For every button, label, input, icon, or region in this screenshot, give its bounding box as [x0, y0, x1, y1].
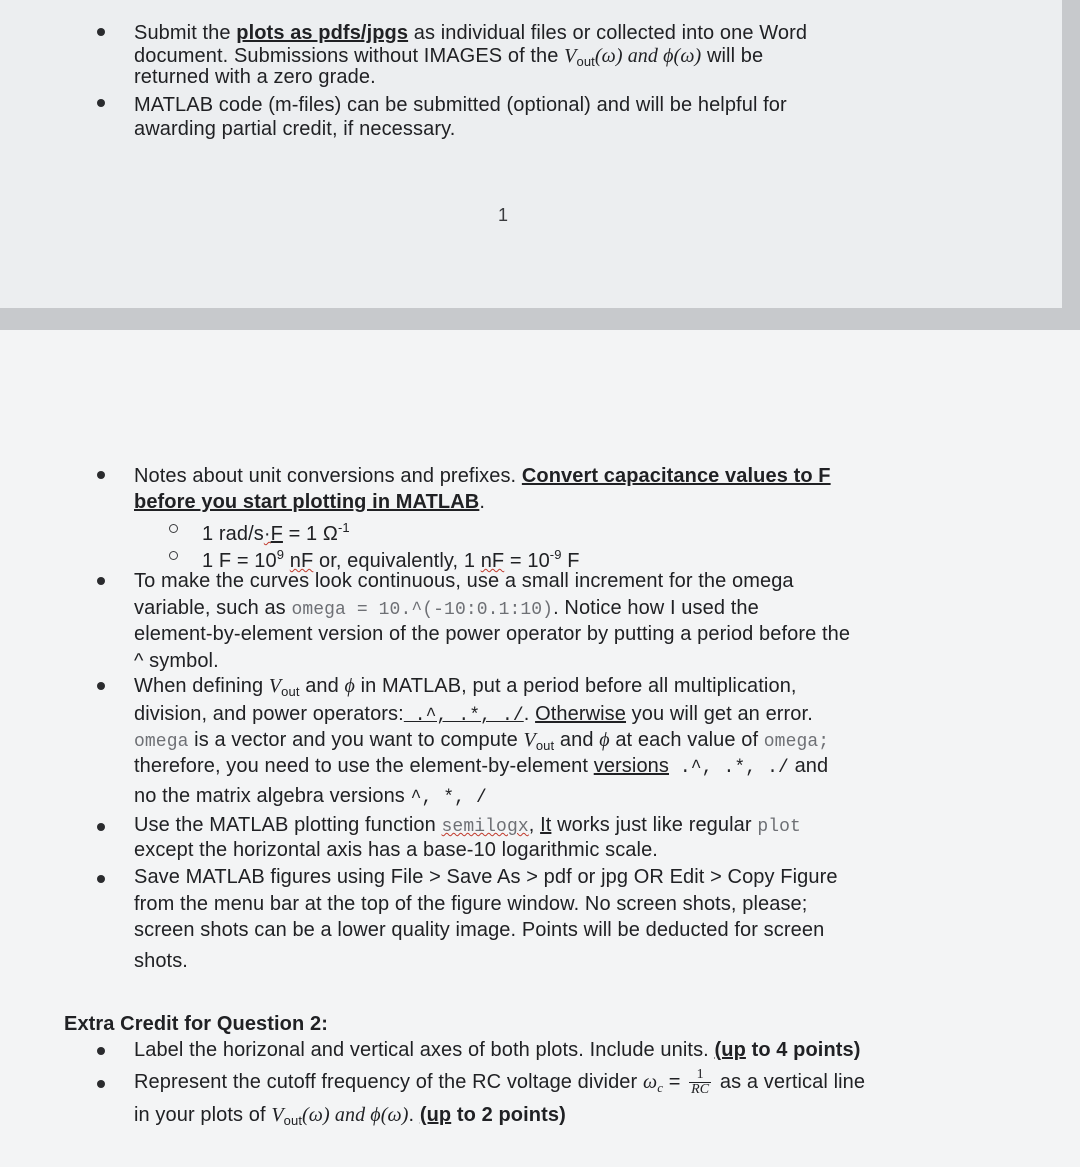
- extra-credit-item-2: [134, 1066, 865, 1104]
- bullet: [97, 28, 105, 36]
- v-subscript: out: [283, 1113, 303, 1128]
- bullet: [97, 99, 105, 107]
- notes-line-2: [134, 490, 485, 514]
- defining-line-1: [134, 674, 797, 704]
- text: (ω) and: [302, 1104, 371, 1126]
- phi-symbol: ϕ(ω): [370, 1104, 409, 1126]
- sub-bullet: [169, 551, 178, 560]
- defining-line-2: [134, 702, 813, 728]
- sub-bullet: [169, 524, 178, 533]
- text: versions: [593, 755, 669, 777]
- text: in your plots of: [134, 1104, 272, 1126]
- operators: .^, .*, ./: [669, 758, 789, 778]
- extra-credit-heading: Extra Credit for Question 2:: [64, 1013, 328, 1035]
- text: = 10: [504, 550, 550, 572]
- notes-line-1: [134, 464, 831, 488]
- text: you will get an error.: [626, 703, 813, 725]
- text: in MATLAB, put a period before all multiplication,: [354, 675, 797, 697]
- bullet: [97, 875, 105, 883]
- semilog-line-2: except the horizontal axis has a base-10 logarithmic scale.: [134, 839, 658, 861]
- text: =: [663, 1071, 687, 1093]
- points: (up: [419, 1104, 452, 1126]
- page-bottom: [0, 330, 1080, 1167]
- code-snippet: omega: [134, 732, 189, 752]
- text: nF: [289, 550, 314, 572]
- points: to 2 points): [451, 1104, 566, 1126]
- text: document. Submissions without IMAGES of the: [134, 45, 565, 67]
- page-number: 1: [498, 205, 509, 225]
- v-symbol: V: [271, 1104, 284, 1126]
- text: no the matrix algebra versions: [134, 785, 411, 807]
- text: and: [299, 675, 345, 697]
- text: as individual files or collected into one Word: [408, 22, 808, 44]
- text: therefore, you need to use the element-by-element: [134, 755, 594, 777]
- continuous-line-1: To make the curves look continuous, use a small increment for the omega: [134, 570, 794, 592]
- text: (ω) and: [594, 45, 664, 67]
- plots-link[interactable]: plots as pdfs/jpgs: [236, 22, 409, 44]
- semilog-line-1: [134, 813, 801, 839]
- phi-symbol: ϕ(ω): [663, 45, 702, 67]
- text: = 1 Ω: [282, 523, 338, 545]
- text: When defining: [134, 675, 269, 697]
- matlab-line-2: awarding partial credit, if necessary.: [134, 118, 456, 140]
- bullet: [97, 1047, 105, 1055]
- text: ,: [528, 814, 541, 836]
- exponent: -1: [337, 520, 350, 535]
- text: .: [408, 1104, 420, 1126]
- submit-line-1: [134, 21, 807, 45]
- bullet: [97, 682, 105, 690]
- text: works just like regular: [551, 814, 758, 836]
- defining-line-4: [134, 754, 828, 780]
- save-line-3: screen shots can be a lower quality image. Points will be deducted for screen: [134, 919, 825, 941]
- defining-line-5: [134, 784, 487, 810]
- code-snippet: plot: [757, 817, 801, 837]
- text: Otherwise: [535, 703, 627, 725]
- text: 1 rad/s: [202, 523, 264, 545]
- operators: .^, .*, ./: [403, 706, 524, 726]
- conversion-1: [202, 516, 350, 546]
- text: 1 F = 10: [202, 550, 277, 572]
- bullet: [97, 471, 105, 479]
- operators: ^, *, /: [410, 788, 487, 808]
- phi-symbol: ϕ: [344, 675, 355, 697]
- code-snippet: omega = 10.^(-10:0.1:10): [291, 600, 554, 620]
- fraction-denominator: RC: [691, 1082, 710, 1098]
- text: division, and power operators:: [134, 703, 404, 725]
- points: (up: [714, 1039, 746, 1061]
- bullet: [97, 823, 105, 831]
- omega-symbol: ω: [642, 1071, 658, 1093]
- text: and: [554, 729, 600, 751]
- text: F: [561, 550, 580, 572]
- continuous-line-4: ^ symbol.: [134, 650, 219, 672]
- text: .: [523, 703, 536, 725]
- bullet: [97, 577, 105, 585]
- v-symbol: V: [564, 45, 577, 67]
- v-subscript: out: [535, 738, 555, 753]
- emphasis: Convert capacitance values to F: [521, 465, 831, 487]
- text: as a vertical line: [714, 1071, 866, 1093]
- extra-credit-item-1: [134, 1038, 861, 1062]
- phi-symbol: ϕ: [599, 729, 610, 751]
- text: Use the MATLAB plotting function: [134, 814, 442, 836]
- page-top: [0, 0, 1062, 308]
- v-subscript: out: [281, 684, 300, 699]
- text: F: [270, 523, 283, 545]
- text: Label the horizonal and vertical axes of both plots. Include units.: [134, 1039, 715, 1061]
- v-subscript: out: [576, 54, 595, 69]
- exponent: -9: [549, 547, 562, 562]
- text: nF: [480, 550, 505, 572]
- text: Represent the cutoff frequency of the RC voltage divider: [134, 1071, 643, 1093]
- text: will be: [701, 45, 764, 67]
- fraction: [689, 1068, 711, 1097]
- continuous-line-3: element-by-element version of the power operator by putting a period before the: [134, 623, 851, 645]
- text: . Notice how I used the: [553, 597, 759, 619]
- text: or, equivalently, 1: [313, 550, 481, 572]
- bullet: [97, 1080, 105, 1088]
- save-line-4: shots.: [134, 950, 188, 972]
- emphasis: before you start plotting in MATLAB: [134, 491, 480, 513]
- points: to 4 points): [745, 1039, 861, 1061]
- fraction-numerator: 1: [689, 1068, 711, 1083]
- omega-subscript: c: [657, 1080, 664, 1095]
- code-snippet: semilogx: [441, 817, 529, 837]
- text: Notes about unit conversions and prefixes.: [134, 465, 522, 487]
- v-symbol: V: [268, 675, 282, 697]
- text: .: [479, 491, 485, 513]
- text: at each value of: [609, 729, 764, 751]
- text: is a vector and you want to compute: [188, 729, 524, 751]
- text: ·: [263, 523, 271, 545]
- continuous-line-2: [134, 596, 759, 622]
- code-snippet: omega;: [763, 732, 830, 752]
- save-line-2: from the menu bar at the top of the figure window. No screen shots, please;: [134, 893, 808, 915]
- submit-line-3: returned with a zero grade.: [134, 66, 376, 88]
- extra-credit-item-2-cont: [134, 1103, 566, 1133]
- text: variable, such as: [134, 597, 292, 619]
- text: and: [788, 755, 829, 777]
- v-symbol: V: [523, 729, 536, 751]
- exponent: 9: [276, 547, 285, 562]
- save-line-1: Save MATLAB figures using File > Save As > pdf or jpg OR Edit > Copy Figure: [134, 866, 838, 888]
- text: It: [540, 814, 552, 836]
- matlab-line-1: MATLAB code (m-files) can be submitted (optional) and will be helpful for: [134, 94, 787, 116]
- text: Submit the: [134, 22, 237, 44]
